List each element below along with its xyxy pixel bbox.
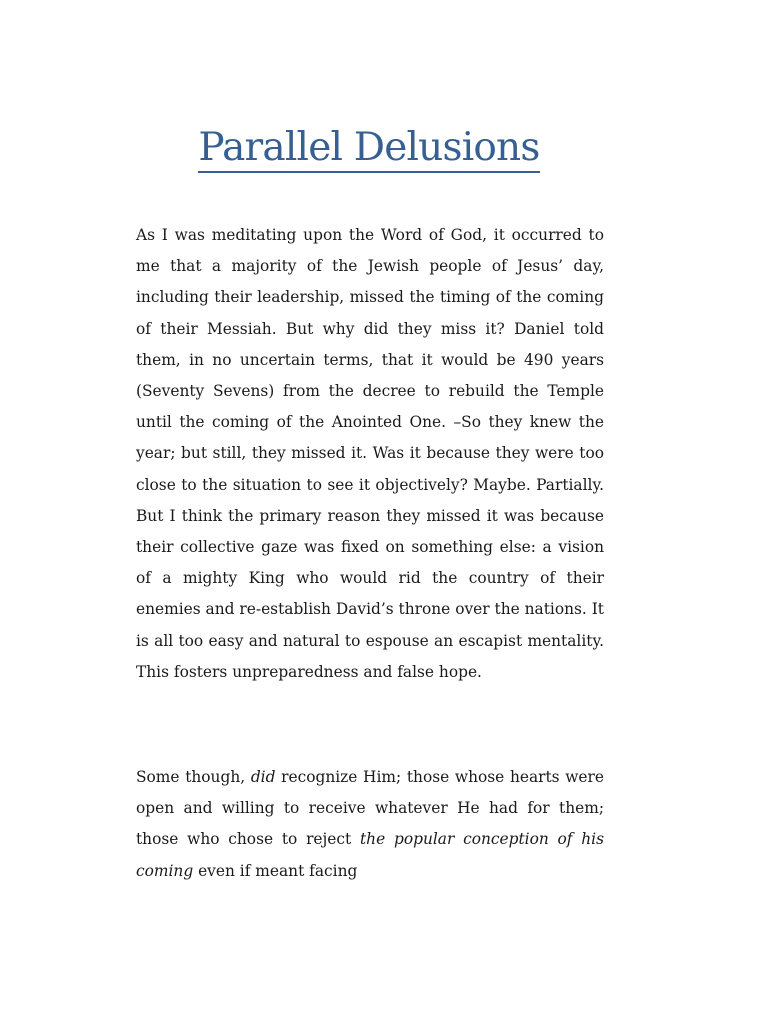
paragraph-1: As I was meditating upon the Word of God, it occurred to me that a majority of the Jewish people of Jesus’ day, including their leadership, missed the timing of the coming of their Messiah. But why did they miss it? Daniel told them, in no uncertain terms, that it would be 490 years (Seventy Sevens) from the decree to rebuild the Temple until the coming of the Anointed One. –So they knew the year; but still, they missed it. Was it because they were too close to the situation to see it objectively? Maybe. Partially. But I think the primary reason they missed it was because their collective gaze was fixed on something else: a vision of a mighty King who would rid the country of their enemies and re-establish David’s throne over the nations. It is all too easy and natural to espouse an escapist mentality. This fosters unpreparedness and false hope.: [136, 226, 604, 681]
paragraph-2-text-3: even if meant facing: [193, 861, 358, 880]
document-title: [0, 122, 738, 174]
paragraph-2: [136, 762, 604, 887]
document-title-text: Parallel Delusions: [198, 126, 539, 173]
paragraph-2-italic-did: did: [250, 768, 276, 786]
paragraph-2-italic-popular-conception: the popular conception of his coming: [136, 830, 604, 880]
paragraph-2-text-1: Some though,: [136, 768, 251, 786]
paragraph-2-text-2: recognize Him; those whose hearts were open and willing to receive whatever He had for them; those who chose to reject: [136, 768, 605, 849]
